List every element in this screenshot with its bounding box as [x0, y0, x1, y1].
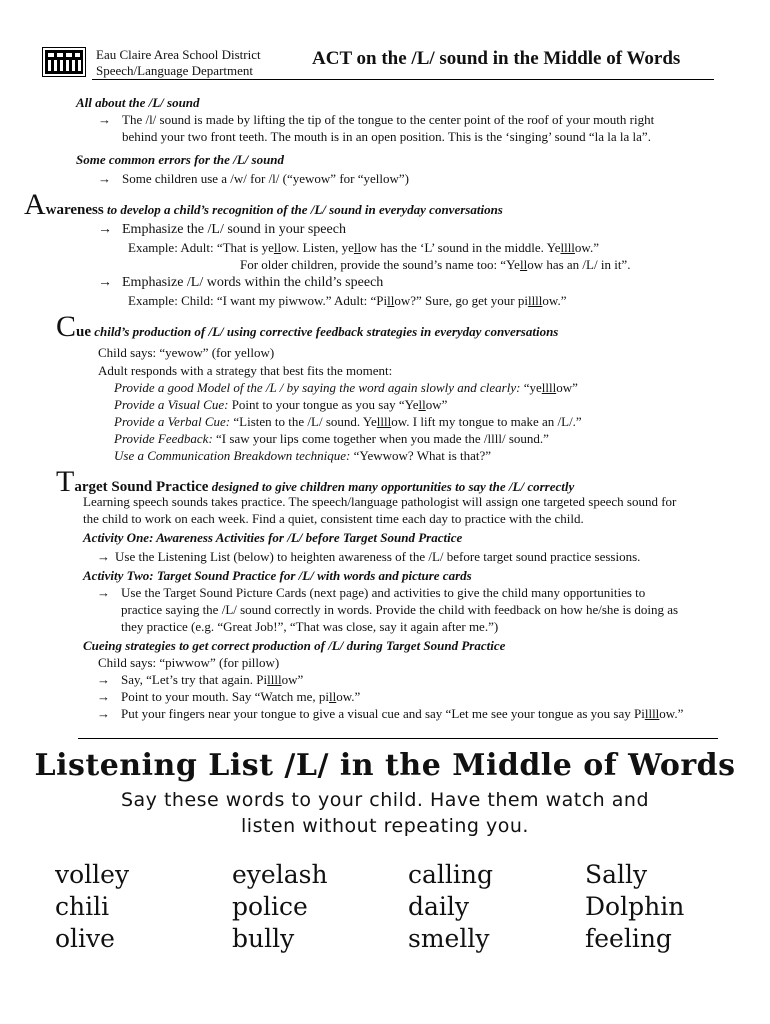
about-line-1: → The /l/ sound is made by lifting the tip of the tongue to the center point of the roof of your mouth right — [98, 112, 655, 127]
cueing-line-3: → Put your fingers near your tongue to give a visual cue and say “Let me see your tongue as you say Pillllow.” — [97, 706, 684, 721]
cue-strategy-model: Provide a good Model of the /L / by saying the word again slowly and clearly: “yellllow” — [114, 380, 578, 395]
activity-one-heading: Activity One: Awareness Activities for /L/ before Target Sound Practice — [83, 530, 463, 545]
awareness-example-1-cont: For older children, provide the sound’s name too: “Yellow has an /L/ in it”. — [240, 257, 631, 272]
target-paragraph-1: Learning speech sounds takes practice. The speech/language pathologist will assign one targeted speech sound for — [83, 494, 677, 509]
list-word: volley — [55, 860, 130, 889]
list-word: feeling — [585, 924, 672, 953]
cueing-line-2: → Point to your mouth. Say “Watch me, pillow.” — [97, 689, 361, 704]
errors-heading: Some common errors for the /L/ sound — [76, 152, 285, 167]
listening-list-title: Listening List /L/ in the Middle of Words — [34, 748, 736, 783]
org-line-1: Eau Claire Area School District — [96, 47, 261, 62]
activity-one-line: → Use the Listening List (below) to heighten awareness of the /L/ before target sound practice sessions. — [97, 549, 641, 564]
right-arrow-icon: → — [98, 171, 111, 186]
district-name — [96, 47, 261, 79]
list-word: olive — [55, 924, 115, 953]
list-word: bully — [232, 924, 295, 953]
header-divider — [92, 79, 714, 80]
right-arrow-icon: → — [97, 585, 110, 600]
cue-heading: Cue child’s production of /L/ using corrective feedback strategies in everyday conversations — [56, 310, 559, 343]
right-arrow-icon: → — [97, 706, 110, 721]
cueing-child-says: Child says: “piwwow” (for pillow) — [98, 655, 280, 670]
list-word: smelly — [408, 924, 490, 953]
cue-child-says: Child says: “yewow” (for yellow) — [98, 345, 275, 360]
cue-strategy-verbal: Provide a Verbal Cue: “Listen to the /L/ sound. Yellllow. I lift my tongue to make an /L/.” — [114, 414, 582, 429]
list-word: Dolphin — [585, 892, 685, 921]
awareness-bullet-1: → Emphasize the /L/ sound in your speech — [98, 222, 346, 237]
activity-two-line-2: practice saying the /L/ sound correctly in words. Provide the child with feedback on how he/she is doing as — [121, 602, 679, 617]
awareness-heading: Awareness to develop a child’s recognition of the /L/ sound in everyday conversations — [24, 188, 503, 221]
list-word: Sally — [585, 860, 648, 889]
activity-two-line-1: → Use the Target Sound Picture Cards (next page) and activities to give the child many opportunities to — [97, 585, 646, 600]
school-district-logo-icon — [42, 47, 86, 77]
cue-adult-responds: Adult responds with a strategy that best fits the moment: — [98, 363, 393, 378]
awareness-example-1: Example: Adult: “That is yellow. Listen, yellow has the ‘L’ sound in the middle. Yellllow.” — [128, 240, 599, 255]
target-heading: Target Sound Practice designed to give children many opportunities to say the /L/ correctly — [56, 465, 575, 498]
activity-two-line-3: they practice (e.g. “Great Job!”, “That was close, say it again after me.”) — [121, 619, 499, 634]
right-arrow-icon: → — [98, 275, 112, 290]
about-heading: All about the /L/ sound — [76, 95, 200, 110]
cueing-heading: Cueing strategies to get correct production of /L/ during Target Sound Practice — [83, 638, 506, 653]
list-word: police — [232, 892, 308, 921]
right-arrow-icon: → — [97, 549, 110, 564]
section-divider — [78, 738, 718, 739]
list-word: eyelash — [232, 860, 328, 889]
target-paragraph-2: the child to work on each week. Find a quiet, consistent time each day to practice with the child. — [83, 511, 584, 526]
org-line-2: Speech/Language Department — [96, 63, 254, 78]
cue-strategy-feedback: Provide Feedback: “I saw your lips come together when you made the /llll/ sound.” — [114, 431, 549, 446]
list-word: calling — [408, 860, 493, 889]
awareness-example-2: Example: Child: “I want my piwwow.” Adult: “Pillow?” Sure, go get your pillllow.” — [128, 293, 567, 308]
list-word: daily — [408, 892, 470, 921]
list-word: chili — [55, 892, 110, 921]
cueing-line-1: → Say, “Let’s try that again. Pillllow” — [97, 672, 304, 687]
right-arrow-icon: → — [98, 112, 111, 127]
listening-list-instruction-2: listen without repeating you. — [241, 815, 529, 837]
cue-strategy-breakdown: Use a Communication Breakdown technique: “Yewwow? What is that?” — [114, 448, 492, 463]
right-arrow-icon: → — [97, 672, 110, 687]
cue-strategy-visual: Provide a Visual Cue: Point to your tongue as you say “Yellow” — [114, 397, 448, 412]
listening-list-instruction-1: Say these words to your child. Have them watch and — [120, 789, 650, 811]
document-title: ACT on the /L/ sound in the Middle of Words — [312, 48, 681, 69]
right-arrow-icon: → — [97, 689, 110, 704]
right-arrow-icon: → — [98, 222, 112, 237]
activity-two-heading: Activity Two: Target Sound Practice for /L/ with words and picture cards — [83, 568, 472, 583]
about-line-2: behind your two front teeth. The mouth is in an open position. This is the ‘singing’ sound “la la la la”. — [122, 129, 651, 144]
errors-line-1: → Some children use a /w/ for /l/ (“yewow” for “yellow”) — [98, 171, 409, 186]
awareness-bullet-2: → Emphasize /L/ words within the child’s speech — [98, 275, 384, 290]
